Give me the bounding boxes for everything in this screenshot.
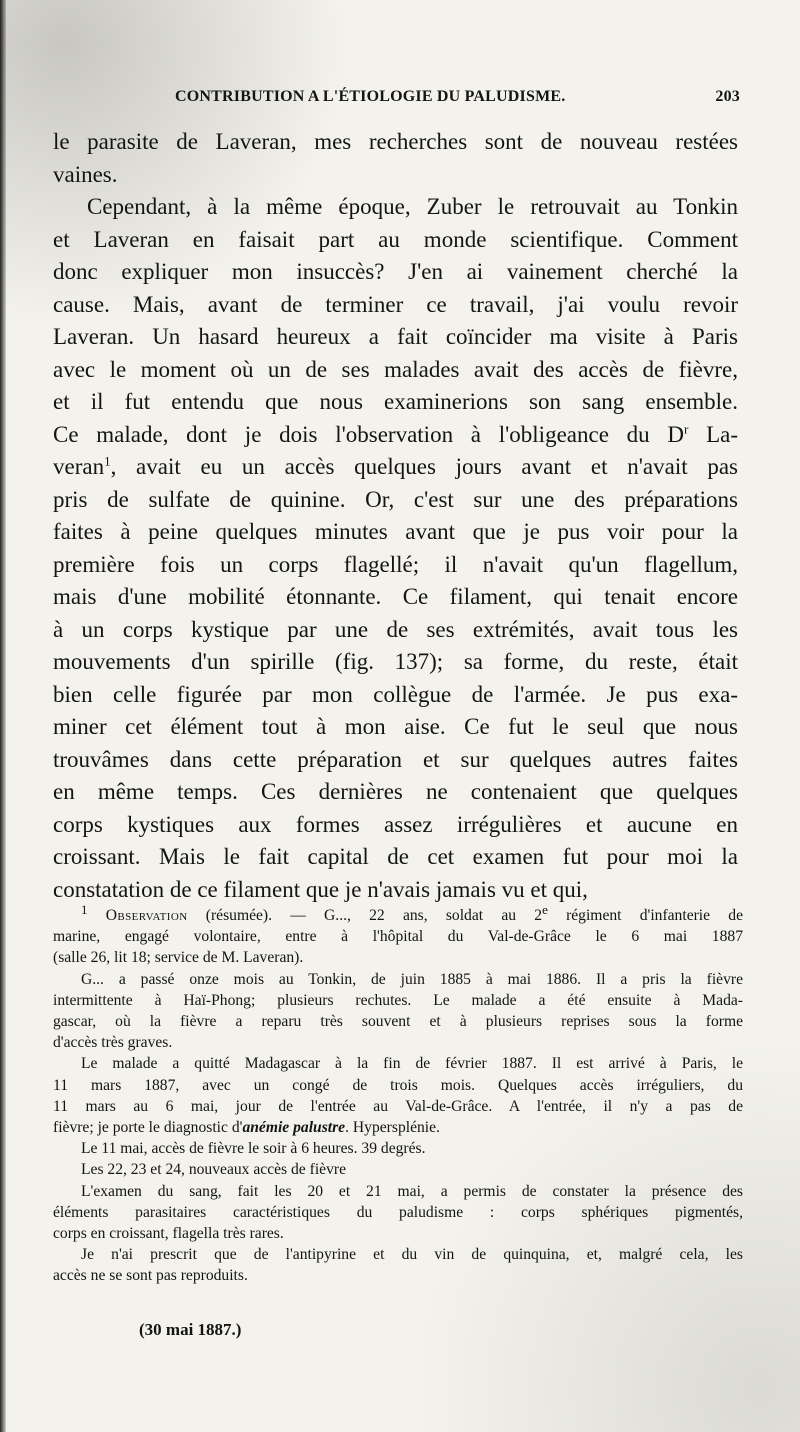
footnote-text: régiment d'infanterie de	[547, 907, 744, 924]
footnote-line: 11 mars 1887, avec un congé de trois mois. Quelques accès irréguliers, du	[53, 1076, 743, 1094]
footnote-line: L'examen du sang, fait les 20 et 21 mai, a permis de constater la présence des	[81, 1182, 743, 1200]
body-line: vaines.	[53, 161, 118, 187]
doctor-superscript: r	[684, 420, 689, 436]
body-line: à un corps kystique par une de ses extrémités, avait tous les	[53, 616, 738, 642]
body-line: en même temps. Ces dernières ne contenaient que quelques	[53, 779, 738, 804]
footnote-line: corps en croissant, flagella très rares.	[53, 1225, 284, 1243]
footnote-line: 11 mars au 6 mai, jour de l'entrée au Val-de-Grâce. A l'entrée, il n'y a pas de	[53, 1097, 743, 1115]
body-line: constatation de ce filament que je n'avais jamais vu et qui,	[53, 876, 588, 902]
body-line: croissant. Mais le fait capital de cet examen fut pour moi la	[53, 844, 738, 869]
body-line-text: veran	[53, 454, 105, 479]
footnote-block	[53, 901, 744, 1287]
footnote-line: intermittente à Haï-Phong; plusieurs rechutes. Le malade a été ensuite à Mada-	[53, 991, 743, 1009]
body-line-text: , avait eu un accès quelques jours avant et n'avait pas	[110, 454, 738, 479]
diagnosis-text: anémie palustre	[242, 1119, 346, 1137]
footnote-label: Observation	[105, 907, 188, 924]
footnote-line: d'accès très graves.	[53, 1034, 173, 1052]
body-line: faites à peine quelques minutes avant que je pus voir pour la	[53, 519, 738, 544]
body-line: avec le moment où un de ses malades avait des accès de fièvre,	[53, 356, 738, 382]
body-line: corps kystiques aux formes assez irrégulières et aucune en	[53, 811, 738, 837]
body-line-end: La-	[688, 421, 738, 447]
body-line: miner cet élément tout à mon aise. Ce fut le seul que nous	[53, 714, 738, 739]
footnote-line: éléments parasitaires caractéristiques du paludisme : corps sphériques pigmentés,	[53, 1203, 743, 1221]
footnote-line: Le 11 mai, accès de fièvre le soir à 6 heures. 39 degrés.	[81, 1140, 426, 1158]
footnote-line: gascar, où la fièvre a reparu très souvent et à plusieurs reprises sous la forme	[53, 1013, 743, 1031]
body-line: bien celle figurée par mon collègue de l'armée. Je pus exa-	[53, 681, 738, 707]
footnote-line: G... a passé onze mois au Tonkin, de juin 1885 à mai 1886. Il a pris la fièvre	[81, 970, 743, 988]
body-line-footnote-ref	[53, 451, 738, 484]
footnote-line: marine, engagé volontaire, entre à l'hôpital du Val-de-Grâce le 6 mai 1887	[53, 928, 743, 946]
body-line: mais d'une mobilité étonnante. Ce filament, qui tenait encore	[53, 584, 738, 609]
body-line: le parasite de Laveran, mes recherches sont de nouveau restées	[53, 129, 738, 154]
footnote-line: Le malade a quitté Madagascar à la fin de février 1887. Il est arrivé à Paris, le	[81, 1055, 743, 1073]
body-line: pris de sulfate de quinine. Or, c'est sur une des préparations	[53, 486, 738, 512]
body-line: trouvâmes dans cette préparation et sur quelques autres faites	[53, 746, 738, 772]
regiment-superscript: e	[542, 901, 548, 917]
footnote-line: Je n'ai prescrit que de l'antipyrine et du vin de quinquina, et, malgré cela, les	[81, 1246, 743, 1264]
running-header	[175, 88, 740, 112]
body-line: et Laveran en faisait part au monde scientifique. Comment	[53, 226, 738, 252]
page-number: 203	[715, 88, 740, 105]
footnote-text: (résumée). — G..., 22 ans, soldat au 2	[187, 907, 543, 924]
body-line-doctor	[53, 419, 738, 452]
body-line: cause. Mais, avant de terminer ce travail, j'ai voulu revoir	[53, 291, 738, 317]
body-line: Cependant, à la même époque, Zuber le retrouvait au Tonkin	[87, 194, 738, 219]
closing-date: (30 mai 1887.)	[139, 1320, 242, 1339]
footnote-line-diagnosis	[53, 1117, 743, 1138]
body-line-text: Ce malade, dont je dois l'observation à l'obligeance du D	[53, 421, 684, 447]
page-edge-shadow	[0, 0, 6, 1432]
body-line: première fois un corps flagellé; il n'avait qu'un flagellum,	[53, 551, 738, 577]
body-line: et il fut entendu que nous examinerions son sang ensemble.	[53, 389, 738, 414]
footnote-text: fièvre; je porte le diagnostic d'	[53, 1119, 243, 1137]
footnote-text: . Hypersplénie.	[345, 1119, 440, 1137]
body-line: donc expliquer mon insuccès? J'en ai vainement cherché la	[53, 259, 738, 284]
body-line: Laveran. Un hasard heureux a fait coïncider ma visite à Paris	[53, 324, 738, 349]
main-body-text	[53, 126, 738, 906]
running-title: CONTRIBUTION A L'ÉTIOLOGIE DU PALUDISME.	[175, 88, 566, 105]
footnote-line: accès ne se sont pas reproduits.	[53, 1267, 248, 1285]
body-line: mouvements d'un spirille (fig. 137); sa forme, du reste, était	[53, 649, 738, 674]
footnote-line: Les 22, 23 et 24, nouveaux accès de fièvre	[81, 1161, 346, 1179]
footnote-marker: 1	[81, 901, 88, 917]
footnote-reference: 1	[104, 453, 111, 469]
footnote-line: (salle 26, lit 18; service de M. Laveran).	[53, 949, 304, 967]
footnote-first-line	[53, 901, 744, 926]
